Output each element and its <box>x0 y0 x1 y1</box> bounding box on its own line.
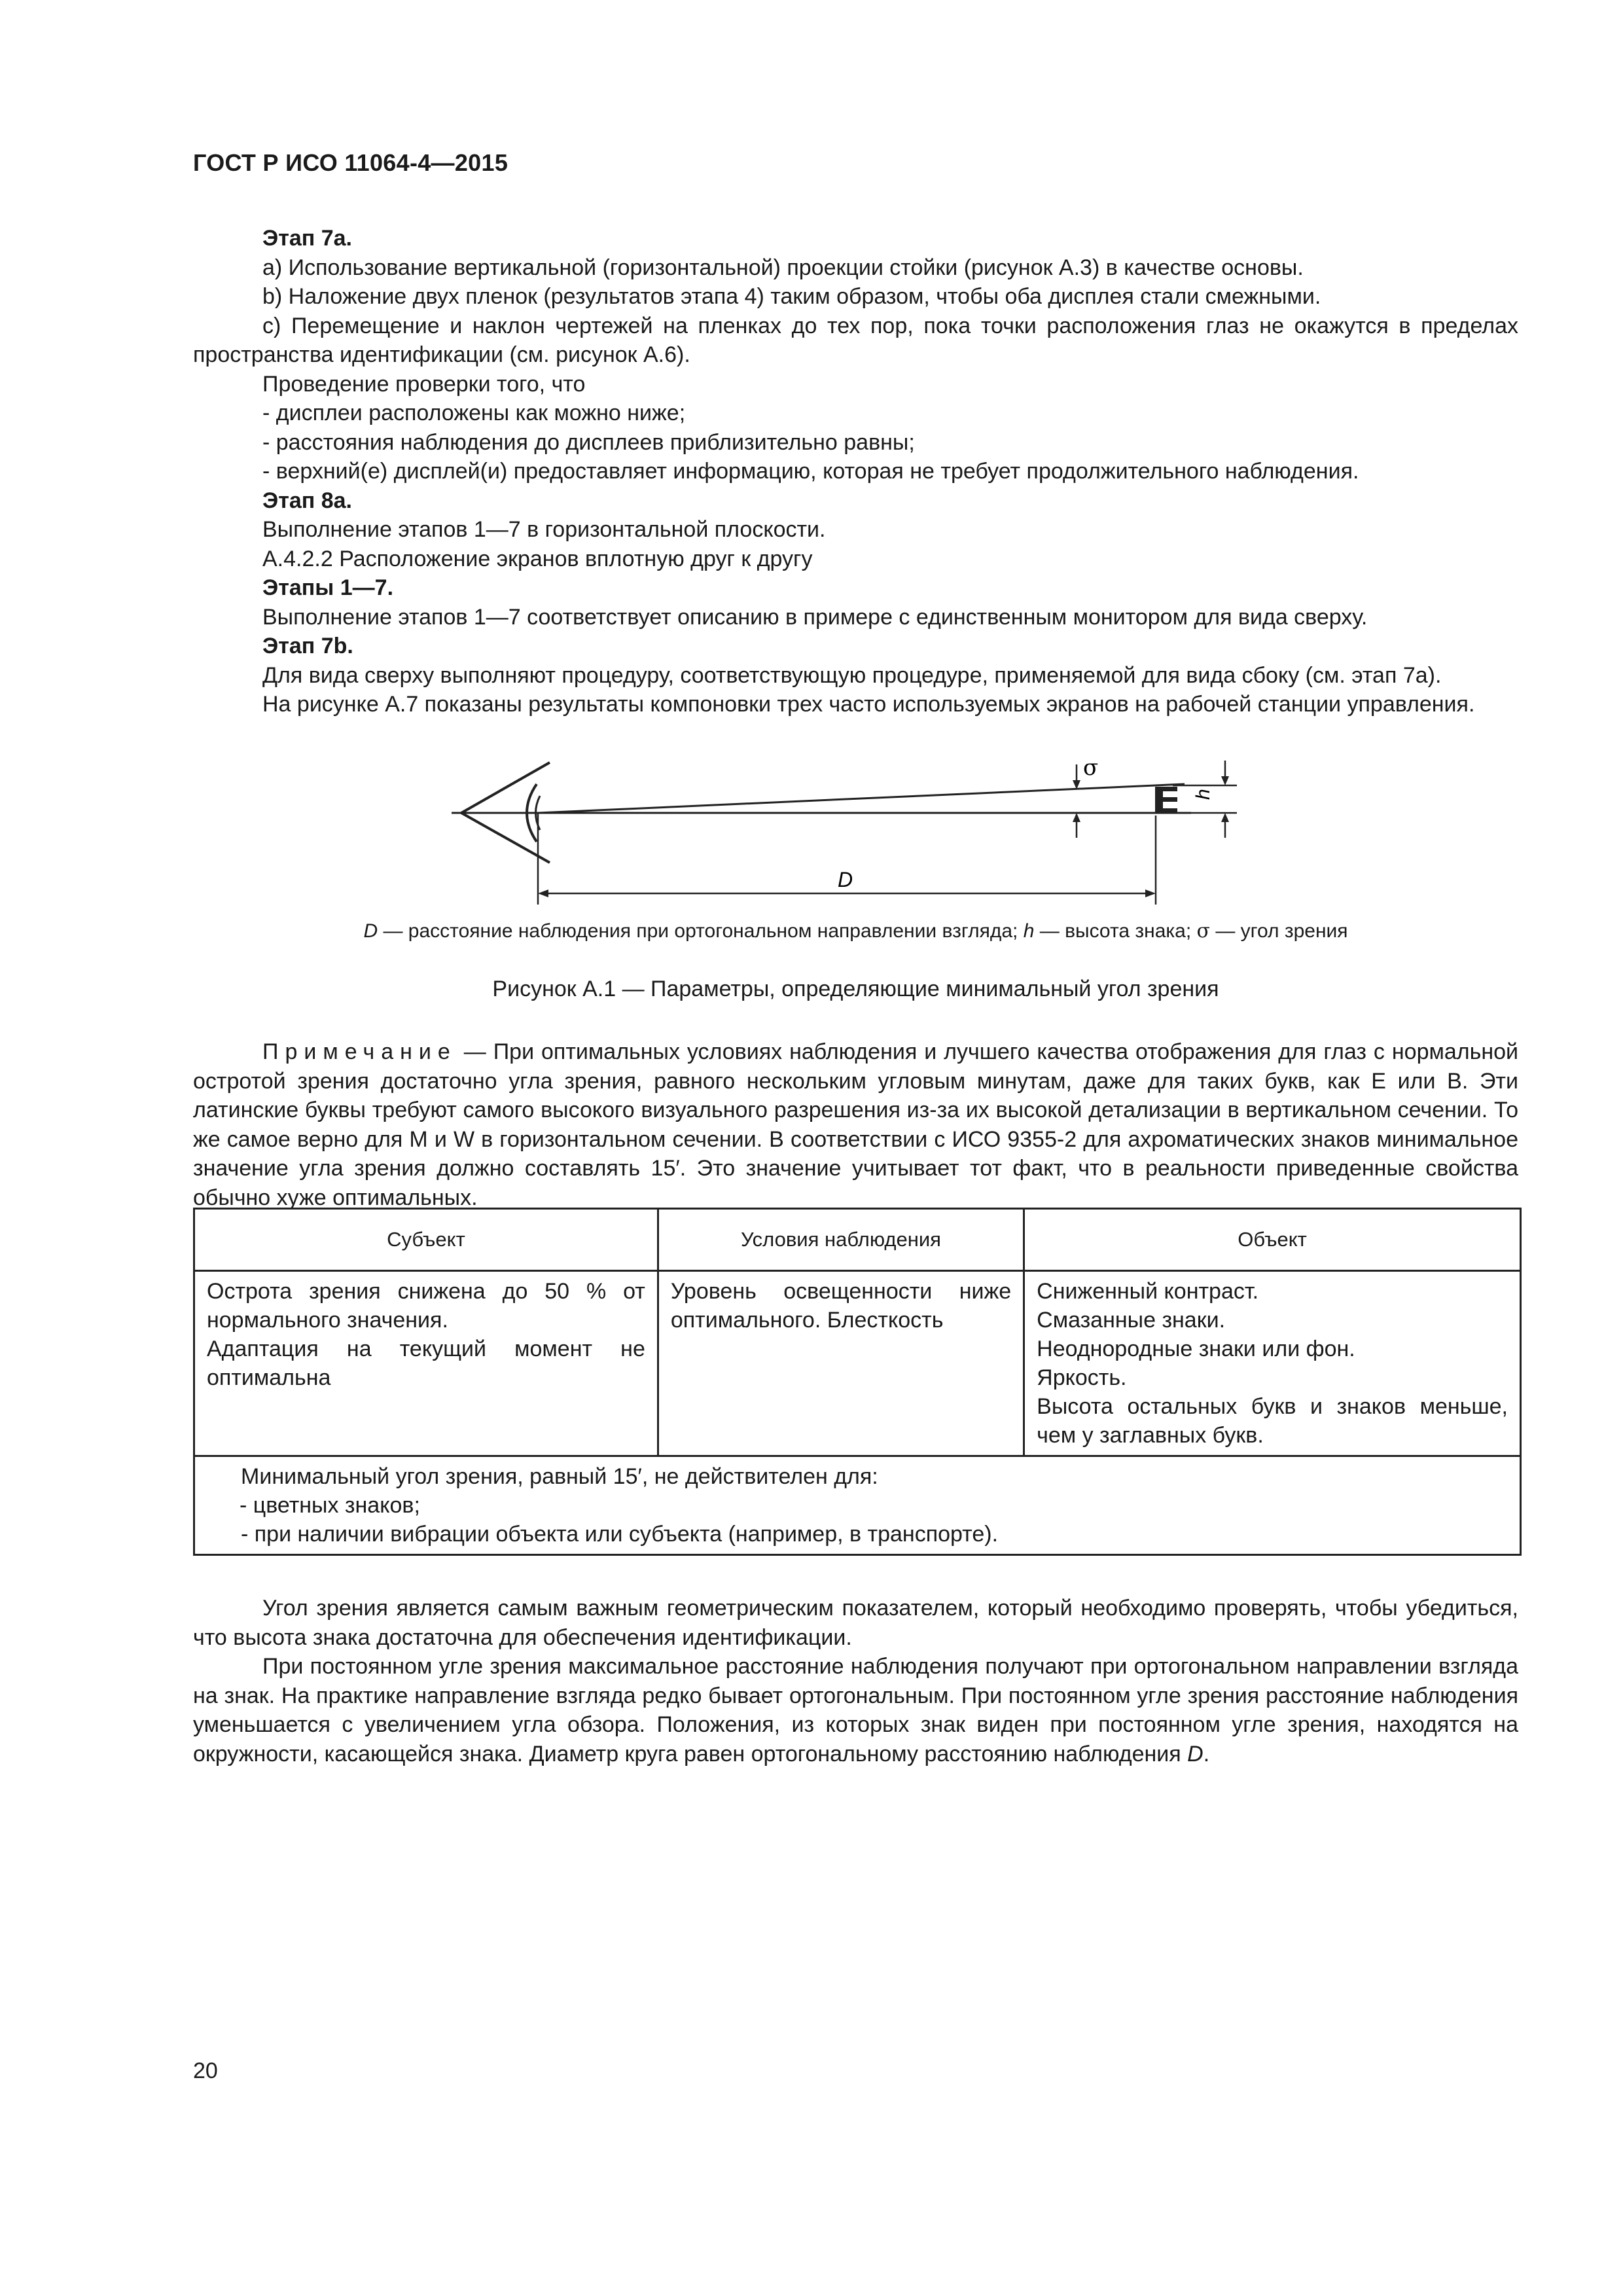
h-arrowhead-top <box>1221 776 1229 785</box>
object-line: Сниженный контраст. <box>1037 1279 1259 1304</box>
legend-h-symbol: h <box>1023 920 1035 942</box>
figure-legend <box>193 920 1518 942</box>
subject-line: Адаптация на текущий момент не оптимальна <box>207 1336 645 1390</box>
closing-paragraph-2-end: . <box>1203 1741 1210 1767</box>
step-8a-text: Выполнение этапов 1—7 в горизонтальной плоскости. <box>262 517 826 542</box>
figure-caption: Рисунок А.1 — Параметры, определяющие минимальный угол зрения <box>492 977 1219 1001</box>
step-7a-item-b: b) Наложение двух пленок (результатов этапа 4) таким образом, чтобы оба дисплея стали смежными. <box>262 284 1321 309</box>
sign-bar <box>1155 787 1163 813</box>
object-line: Смазанные знаки. <box>1037 1308 1226 1333</box>
object-line: Высота остальных букв и знаков меньше, чем у заглавных букв. <box>1037 1394 1508 1448</box>
legend-d-symbol: D <box>363 920 378 942</box>
sigma-arrowhead-bottom <box>1073 813 1080 822</box>
h-label: h <box>1192 789 1214 800</box>
cell-object <box>1024 1271 1521 1456</box>
object-line: Яркость. <box>1037 1365 1127 1390</box>
conditions-line: Уровень освещенности ниже оптимального. Блесткость <box>670 1279 1012 1333</box>
sign-stroke-bottom <box>1163 808 1177 813</box>
cell-subject <box>194 1271 658 1456</box>
table-header-row <box>194 1209 1521 1271</box>
table-footer-row <box>194 1456 1521 1555</box>
step-7b-text: Для вида сверху выполняют процедуру, соответствующую процедуре, применяемой для вида сбоку (см. этап 7а). <box>262 662 1442 688</box>
legend-sigma-text: — угол зрения <box>1210 920 1348 942</box>
footer-line: - цветных знаков; <box>240 1493 420 1518</box>
figure-a7-reference: На рисунке А.7 показаны результаты компоновки трех часто используемых экранов на рабочей станции управления. <box>262 692 1475 717</box>
footer-line: - при наличии вибрации объекта или субъекта (например, в транспорте). <box>241 1522 999 1547</box>
check-intro: Проведение проверки того, что <box>262 371 586 397</box>
closing-paragraph-2 <box>193 1652 1518 1768</box>
step-8a-heading: Этап 8а. <box>262 488 352 513</box>
intro-section <box>193 224 1518 719</box>
closing-paragraph-2-symbol: D <box>1187 1741 1204 1767</box>
closing-paragraph-1: Угол зрения является самым важным геометрическим показателем, который необходимо проверять, чтобы убедиться, что высота знака достаточна для обеспечения идентификации. <box>193 1596 1518 1650</box>
legend-h-text: — высота знака; <box>1034 920 1197 942</box>
d-arrowhead-right <box>1145 889 1156 897</box>
legend-d-text: — расстояние наблюдения при ортогональном направлении взгляда; <box>378 920 1024 942</box>
section-a422-title: А.4.2.2 Расположение экранов вплотную друг к другу <box>262 546 813 571</box>
step-7a-heading: Этап 7а. <box>262 226 352 251</box>
visual-angle-diagram <box>445 753 1270 923</box>
note-text: — При оптимальных условиях наблюдения и лучшего качества отображения для глаз с нормальной остротой зрения достаточно угла зрения, равного нескольким угловым минутам, даже для таких букв, как Е или В. Эти латинские буквы требуют самого высокого визуального разрешения из-за их высокой детализации в вертикальном сечении. То же самое верно для М и W в горизонтальном сечении. В соответствии с ИСО 9355-2 для ахроматических знаков минимальное значение угла зрения должно составлять 15′. Это значение учитывает тот факт, что в реальности приведенные свойства обычно хуже оптимальных. <box>193 1039 1518 1210</box>
legend-sigma-symbol: σ <box>1196 920 1211 942</box>
step-7a-item-a: а) Использование вертикальной (горизонтальной) проекции стойки (рисунок А.3) в качестве основы. <box>262 255 1304 280</box>
d-label: D <box>838 868 853 891</box>
sign-stroke-top <box>1163 787 1177 791</box>
check-item-3: - верхний(е) дисплей(и) предоставляет информацию, которая не требует продолжительного наблюдения. <box>262 459 1359 484</box>
steps-1-7-heading: Этапы 1—7. <box>262 575 394 600</box>
page-header: ГОСТ Р ИСО 11064-4—2015 <box>193 149 508 176</box>
steps-1-7-text: Выполнение этапов 1—7 соответствует описанию в примере с единственным монитором для вида сверху. <box>262 604 1368 630</box>
step-7a-item-c: с) Перемещение и наклон чертежей на пленках до тех пор, пока точки расположения глаз не окажутся в пределах пространства идентификации (см. рисунок А.6). <box>193 313 1518 367</box>
visibility-factors-table <box>193 1208 1522 1556</box>
header-conditions: Условия наблюдения <box>658 1209 1024 1271</box>
closing-section <box>193 1594 1518 1768</box>
cell-conditions <box>658 1271 1024 1456</box>
table-row <box>194 1271 1521 1456</box>
page-number: 20 <box>193 2058 218 2083</box>
object-line: Неоднородные знаки или фон. <box>1037 1336 1355 1361</box>
check-item-2: - расстояния наблюдения до дисплеев приблизительно равны; <box>262 429 915 455</box>
note-label: Примечание <box>262 1039 457 1064</box>
check-item-1: - дисплеи расположены как можно ниже; <box>262 401 686 425</box>
closing-paragraph-2-text: При постоянном угле зрения максимальное расстояние наблюдения получают при ортогональном направлении взгляда на знак. На практике направление взгляда редко бывает ортогональным. При постоянном угле зрения расстояние наблюдения уменьшается с увеличением угла обзора. Положения, из которых знак виден при постоянном угле зрения, находятся на окружности, касающейся знака. Диаметр круга равен ортогональному расстоянию наблюдения <box>193 1654 1518 1767</box>
header-object: Объект <box>1024 1209 1521 1271</box>
h-arrowhead-bottom <box>1221 813 1229 822</box>
header-subject: Субъект <box>194 1209 658 1271</box>
step-7b-heading: Этап 7b. <box>262 634 353 658</box>
footer-line: Минимальный угол зрения, равный 15′, не действителен для: <box>241 1464 878 1489</box>
sight-line <box>538 784 1185 813</box>
cell-footer <box>194 1456 1521 1555</box>
sign-stroke-middle <box>1163 797 1177 802</box>
subject-line: Острота зрения снижена до 50 % от нормального значения. <box>207 1279 645 1333</box>
sigma-label: σ <box>1083 755 1099 781</box>
d-arrowhead-left <box>538 889 548 897</box>
note-paragraph <box>193 1037 1518 1212</box>
